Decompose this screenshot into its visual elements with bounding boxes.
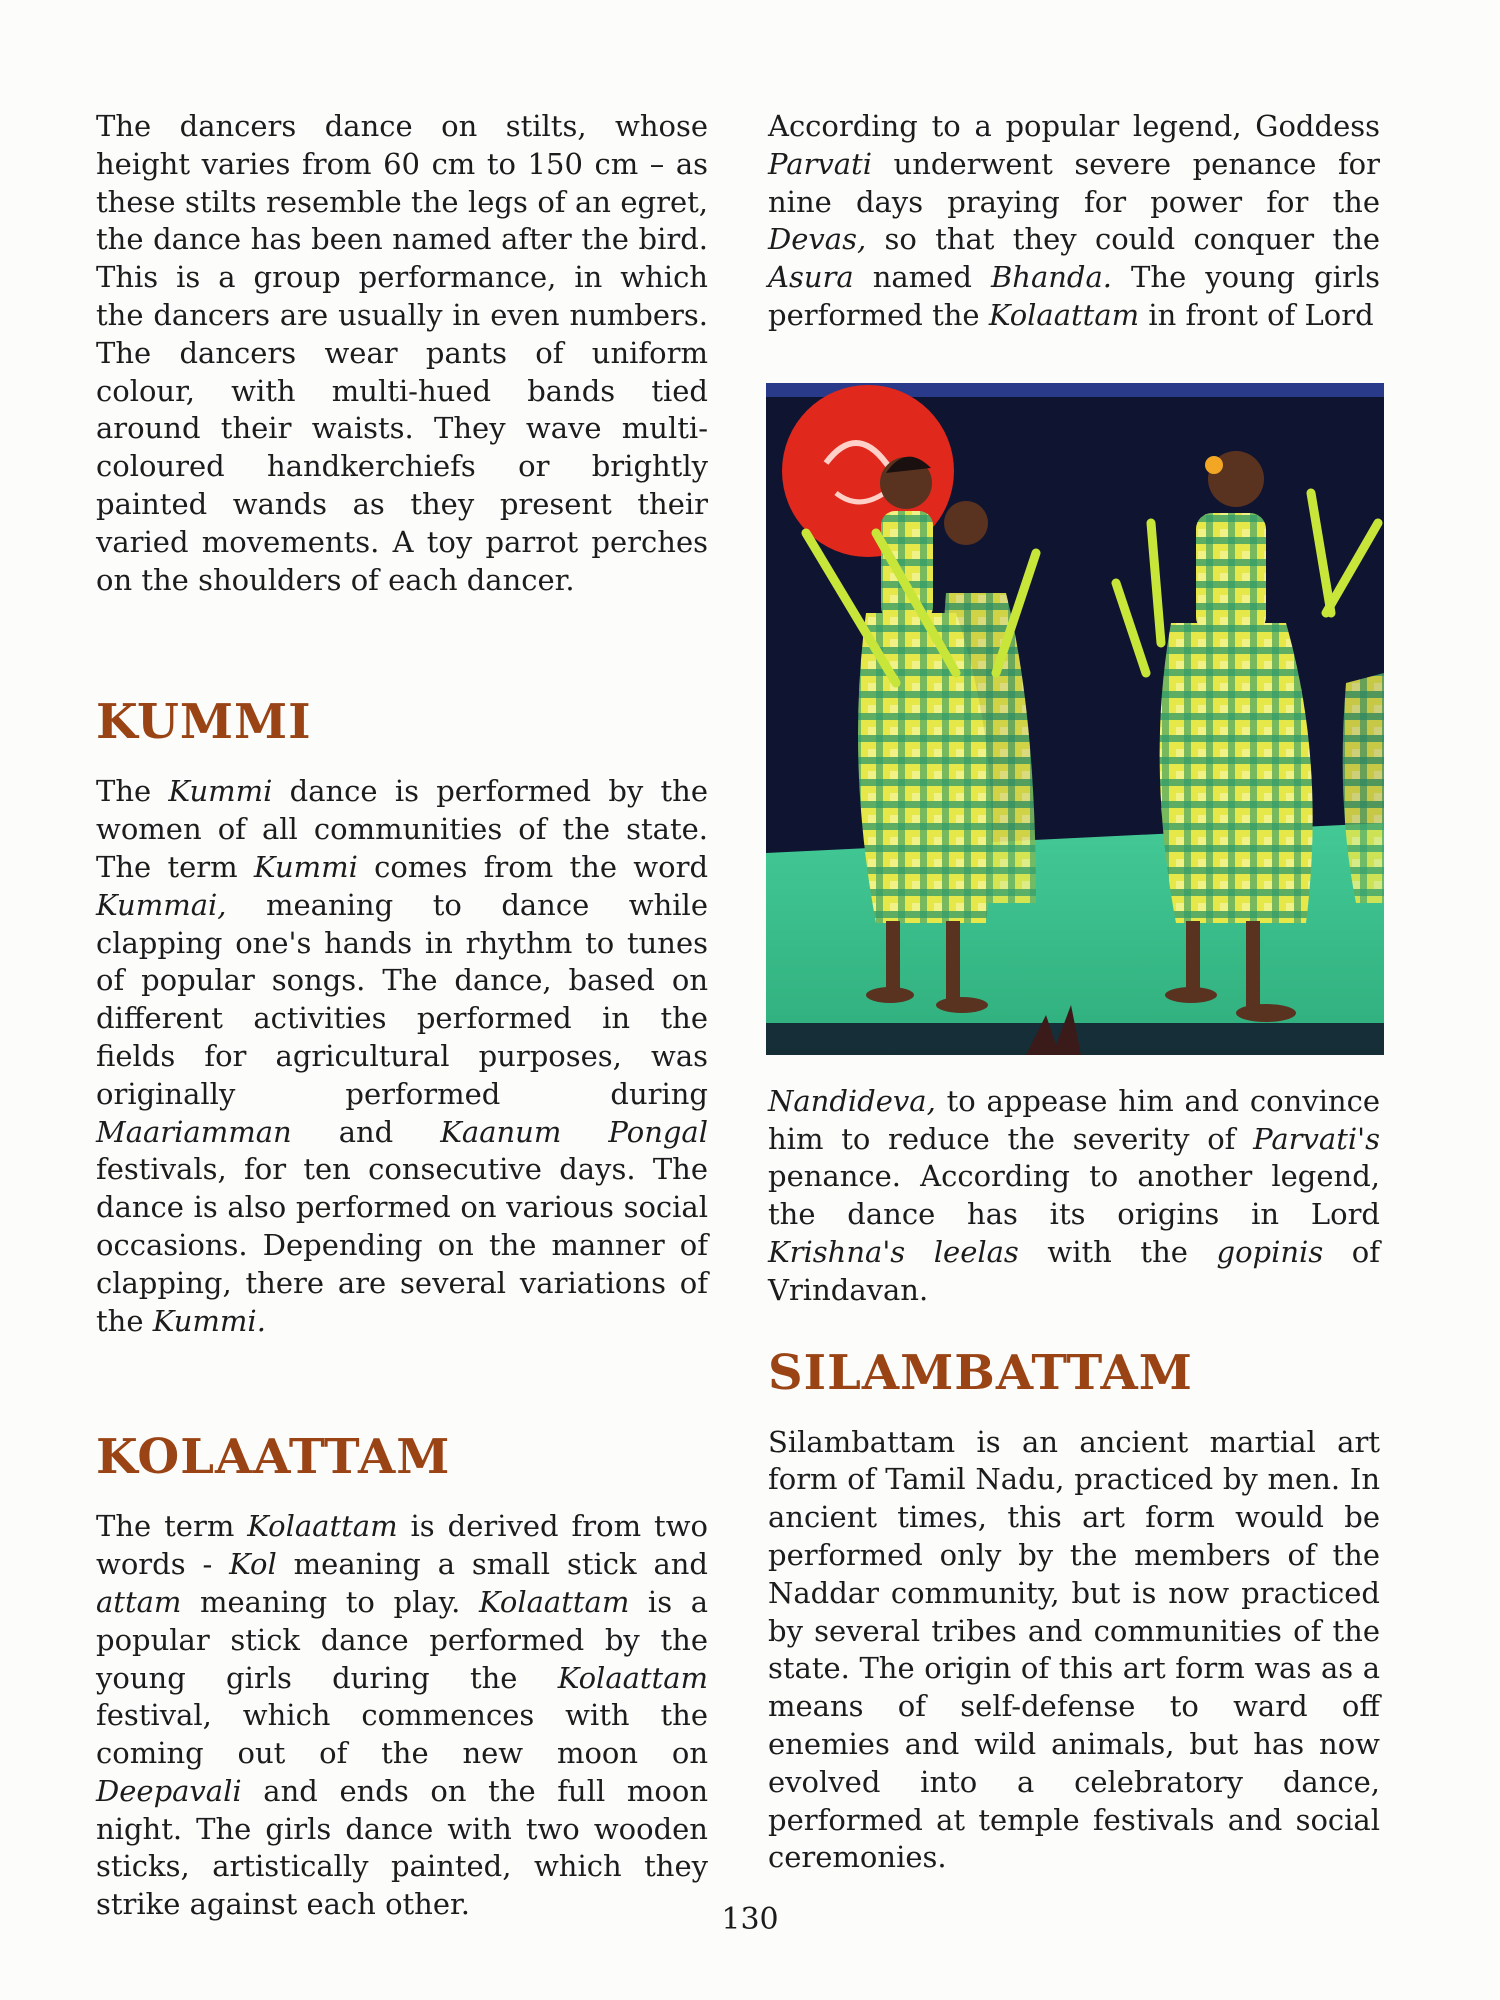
italic-term: Maariamman	[96, 1114, 292, 1149]
italic-term: Kaanum Pongal	[440, 1114, 708, 1149]
text-run: and	[291, 1114, 441, 1149]
italic-term: Kolaattam	[988, 297, 1140, 332]
text-run: underwent severe penance for nine days praying for power for the	[768, 146, 1380, 219]
italic-term: Kummi	[253, 849, 358, 884]
italic-term: Kummai,	[96, 887, 227, 922]
text-run: is a popular stick dance performed by the young girls during the	[96, 1584, 708, 1695]
text-run: The young girls performed the	[768, 260, 1380, 332]
text-run: so that they could conquer the	[866, 222, 1380, 257]
text-run: Silambattam is an ancient martial art form of Tamil Nadu, practiced by men. In ancient times, this art form would be performed only by the members of the Naddar community, but is now practiced by several tribes and communities of the state. The origin of this art form was as a means of self-defense to ward off enemies and wild animals, but has now evolved into a celebratory dance, performed at temple festivals and social ceremonies.	[768, 1424, 1380, 1875]
italic-term: Bhanda.	[990, 260, 1112, 295]
text-run: meaning a small stick and	[276, 1547, 708, 1582]
italic-term: Krishna's leelas	[768, 1234, 1019, 1269]
text-run: with the	[1018, 1234, 1217, 1269]
italic-term: Kolaattam	[247, 1509, 398, 1544]
text-run: of Vrindavan.	[768, 1234, 1380, 1307]
italic-term: Kol	[229, 1547, 277, 1582]
text-run: meaning to dance while clapping one's hands in rhythm to tunes of popular songs. The dance, based on different activities performed in the fields for agricultural purposes, was originally performed during	[96, 887, 708, 1111]
italic-term: Devas,	[768, 222, 867, 257]
italic-term: Kolaattam	[557, 1660, 708, 1695]
text-run: comes from the word	[357, 849, 709, 884]
text-run: dance is performed by the women of all communities of the state. The term	[96, 774, 708, 884]
right-column	[768, 108, 1380, 1877]
text-run: to appease him and convince him to reduce the severity of	[768, 1083, 1380, 1156]
italic-term: Asura	[768, 260, 854, 295]
kummi-heading: KUMMI	[96, 694, 312, 751]
text-run: festivals, for ten consecutive days. The dance is also performed on various social occasions. Depending on the manner of clapping, there are several variations of the	[96, 1152, 708, 1338]
italic-term: attam	[96, 1584, 182, 1619]
kolaattam-dancers-photo	[766, 383, 1384, 1055]
italic-term: Parvati's	[1253, 1121, 1380, 1156]
kummi-paragraph	[96, 773, 708, 1340]
legend-paragraph-start	[768, 108, 1380, 335]
italic-term: Kummi.	[152, 1303, 266, 1338]
italic-term: gopinis	[1216, 1234, 1324, 1269]
silambattam-paragraph	[768, 1424, 1380, 1878]
page-number: 130	[721, 1902, 779, 1937]
text-run: The dancers dance on stilts, whose height varies from 60 cm to 150 cm – as these stilts resemble the legs of an egret, the dance has been named after the bird. This is a group performance, in which the dancers are usually in even numbers. The dancers wear pants of uniform colour, with multi-hued bands tied around their waists. They wave multi-coloured handkerchiefs or brightly painted wands as they present their varied movements. A toy parrot perches on the shoulders of each dancer.	[96, 109, 708, 597]
text-run: is derived from two words -	[96, 1509, 708, 1582]
text-run: in front of Lord	[1139, 297, 1374, 332]
stilt-dance-paragraph	[96, 108, 708, 599]
legend-paragraph-end	[768, 1083, 1380, 1310]
text-run: penance. According to another legend, the dance has its origins in Lord	[768, 1159, 1380, 1232]
text-run: named	[853, 260, 991, 295]
kolaattam-paragraph	[96, 1508, 708, 1924]
italic-term: Parvati	[768, 146, 872, 181]
text-run: and ends on the full moon night. The girls dance with two wooden sticks, artistically painted, which they strike against each other.	[96, 1773, 708, 1922]
italic-term: Kolaattam	[479, 1584, 630, 1619]
text-run: festival, which commences with the coming out of the new moon on	[96, 1698, 708, 1771]
text-run: The term	[96, 1509, 248, 1544]
kolaattam-heading: KOLAATTAM	[96, 1429, 451, 1486]
text-run: The	[96, 774, 169, 809]
text-run: According to a popular legend, Goddess	[768, 109, 1380, 143]
italic-term: Kummi	[168, 774, 273, 809]
silambattam-heading: SILAMBATTAM	[768, 1344, 1193, 1401]
italic-term: Nandideva,	[768, 1083, 936, 1118]
italic-term: Deepavali	[96, 1773, 242, 1808]
left-column	[96, 108, 708, 1924]
text-run: meaning to play.	[181, 1584, 480, 1619]
